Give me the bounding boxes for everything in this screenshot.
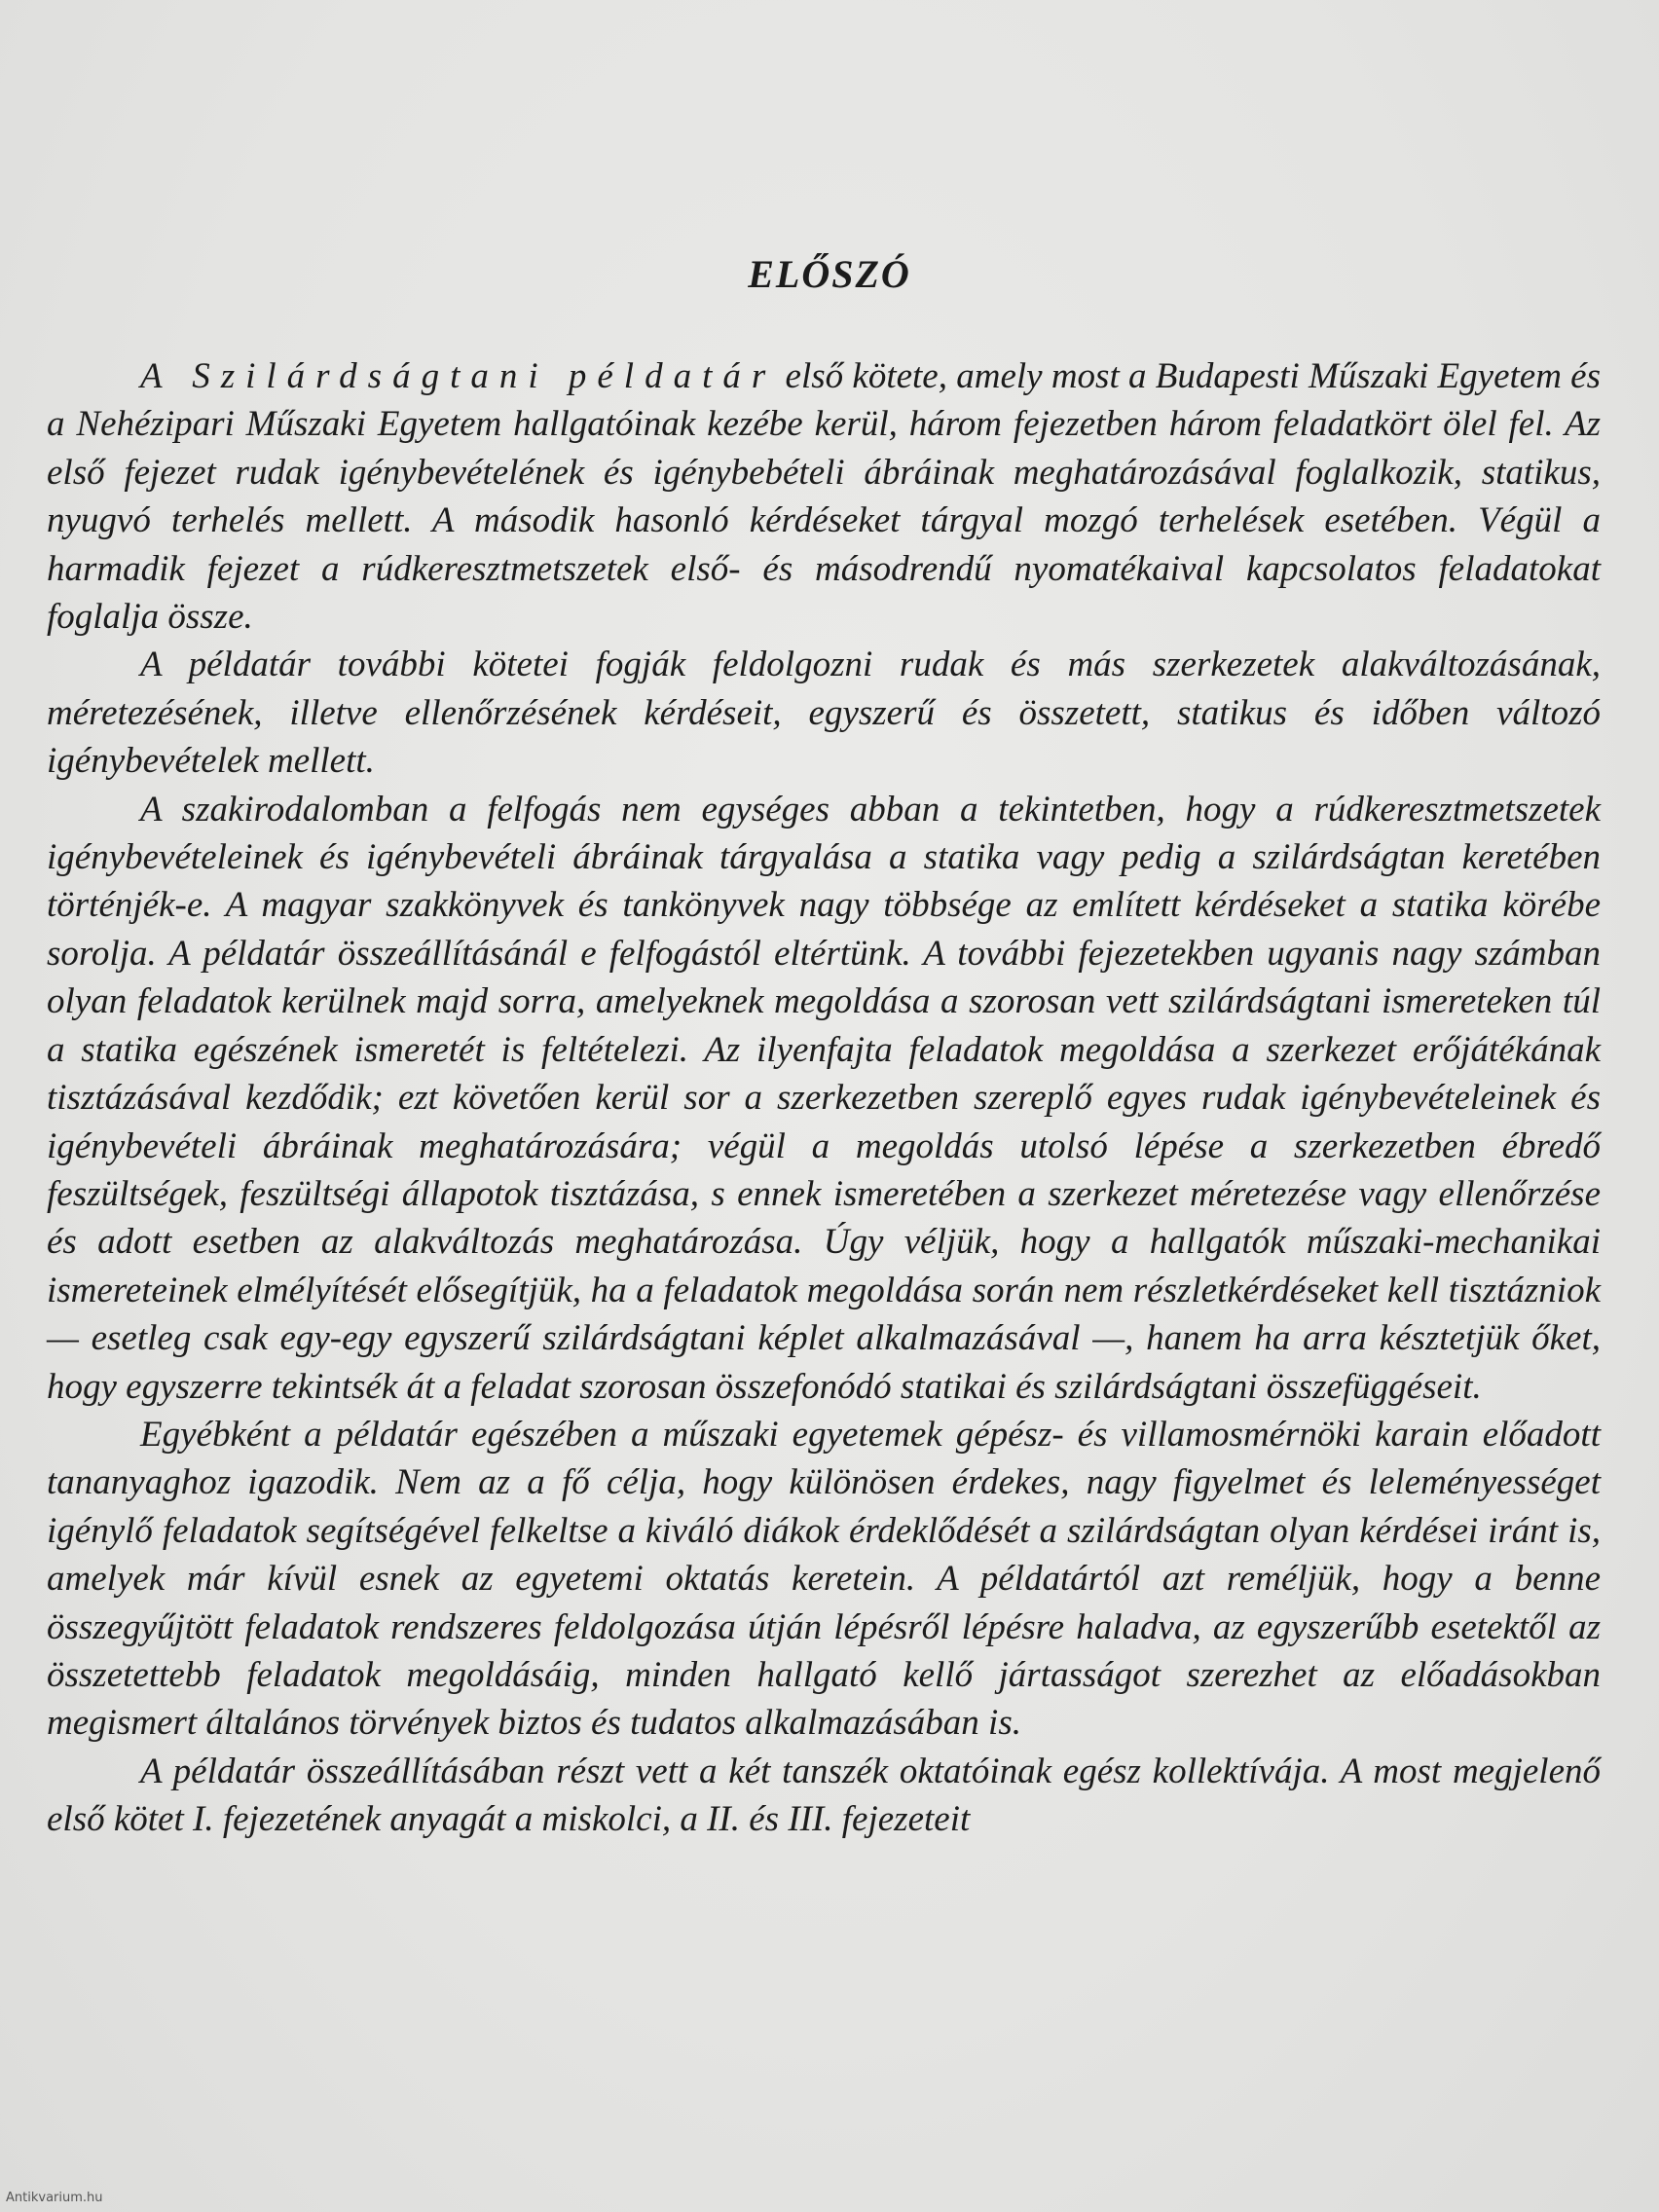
- preface-body: [47, 352, 1601, 1844]
- paragraph-3: A szakirodalomban a felfogás nem egységes abban a tekintetben, hogy a rúdkeresztmetszetek igénybevételeinek és igénybevételi ábráinak tárgyalása a statika vagy pedig a szilárdságtan keretében történjék-e. A magyar szakkönyvek és tankönyvek nagy többsége az említett kérdéseket a statika körébe sorolja. A példatár összeállításánál e felfogástól eltértünk. A további fejezetekben ugyanis nagy számban olyan feladatok kerülnek majd sorra, amelyeknek megoldása a szorosan vett szilárdságtani ismereteken túl a statika egészének ismeretét is feltételezi. Az ilyenfajta feladatok megoldása a szerkezet erőjátékának tisztázásával kezdődik; ezt követően kerül sor a szerkezetben szereplő egyes rudak igénybevételeinek és igénybevételi ábráinak meghatározására; végül a megoldás utolsó lépése a szerkezetben ébredő feszültségek, feszültségi állapotok tisztázása, s ennek ismeretében a szerkezet méretezése vagy ellenőrzése és adott esetben az alakváltozás meghatározása. Úgy véljük, hogy a hallgatók műszaki-mechanikai ismereteinek elmélyítését elősegítjük, ha a feladatok megoldása során nem részletkérdéseket kell tisztázniok — esetleg csak egy-egy egyszerű szilárdságtani képlet alkalmazásával —, hanem ha arra késztetjük őket, hogy egyszerre tekintsék át a feladat szorosan összefonódó statikai és szilárdságtani összefüggéseit.: [47, 789, 1601, 1407]
- page-title: ELŐSZÓ: [748, 252, 911, 296]
- book-title-spaced: A Szilárdságtani példatár: [140, 356, 777, 396]
- paragraph-1: [47, 352, 1601, 641]
- paragraph-4: Egyébként a példatár egészében a műszaki egyetemek gépész- és villamosmérnöki karain előadott tananyaghoz igazodik. Nem az a fő célja, hogy különösen érdekes, nagy figyelmet és leleményességet igénylő feladatok segítségével felkeltse a kiváló diákok érdeklődését a szilárdságtan olyan kérdései iránt is, amelyek már kívül esnek az egyetemi oktatás keretein. A példatártól azt reméljük, hogy a benne összegyűjtött feladatok rendszeres feldolgozása útján lépésről lépésre haladva, az egyszerűbb esetektől az összetettebb feladatok megoldásáig, minden hallgató kellő jártasságot szerezhet az előadásokban megismert általános törvények biztos és tudatos alkalmazásában is.: [47, 1414, 1601, 1744]
- paragraph-text: első kötete, amely most a Budapesti Műszaki Egyetem és a Nehézipari Műszaki Egyetem hallgatóinak kezébe kerül, három fejezetben három feladatkört ölel fel. Az első fejezet rudak igénybevételének és igénybebételi ábráinak meghatározásával foglalkozik, statikus, nyugvó terhelés mellett. A második hasonló kérdéseket tárgyal mozgó terhelések esetében. Végül a harmadik fejezet a rúdkeresztmetszetek első- és másodrendű nyomatékaival kapcsolatos feladatokat foglalja össze.: [47, 356, 1601, 638]
- paragraph-5: A példatár összeállításában részt vett a két tanszék oktatóinak egész kollektívája. A most megjelenő első kötet I. fejezetének anyagát a miskolci, a II. és III. fejezeteit: [47, 1751, 1601, 1840]
- paragraph-2: A példatár további kötetei fogják feldolgozni rudak és más szerkezetek alakváltozásának, méretezésének, illetve ellenőrzésének kérdéseit, egyszerű és összetett, statikus és időben változó igénybevételek mellett.: [47, 645, 1601, 782]
- watermark: Antikvarium.hu: [6, 2191, 103, 2205]
